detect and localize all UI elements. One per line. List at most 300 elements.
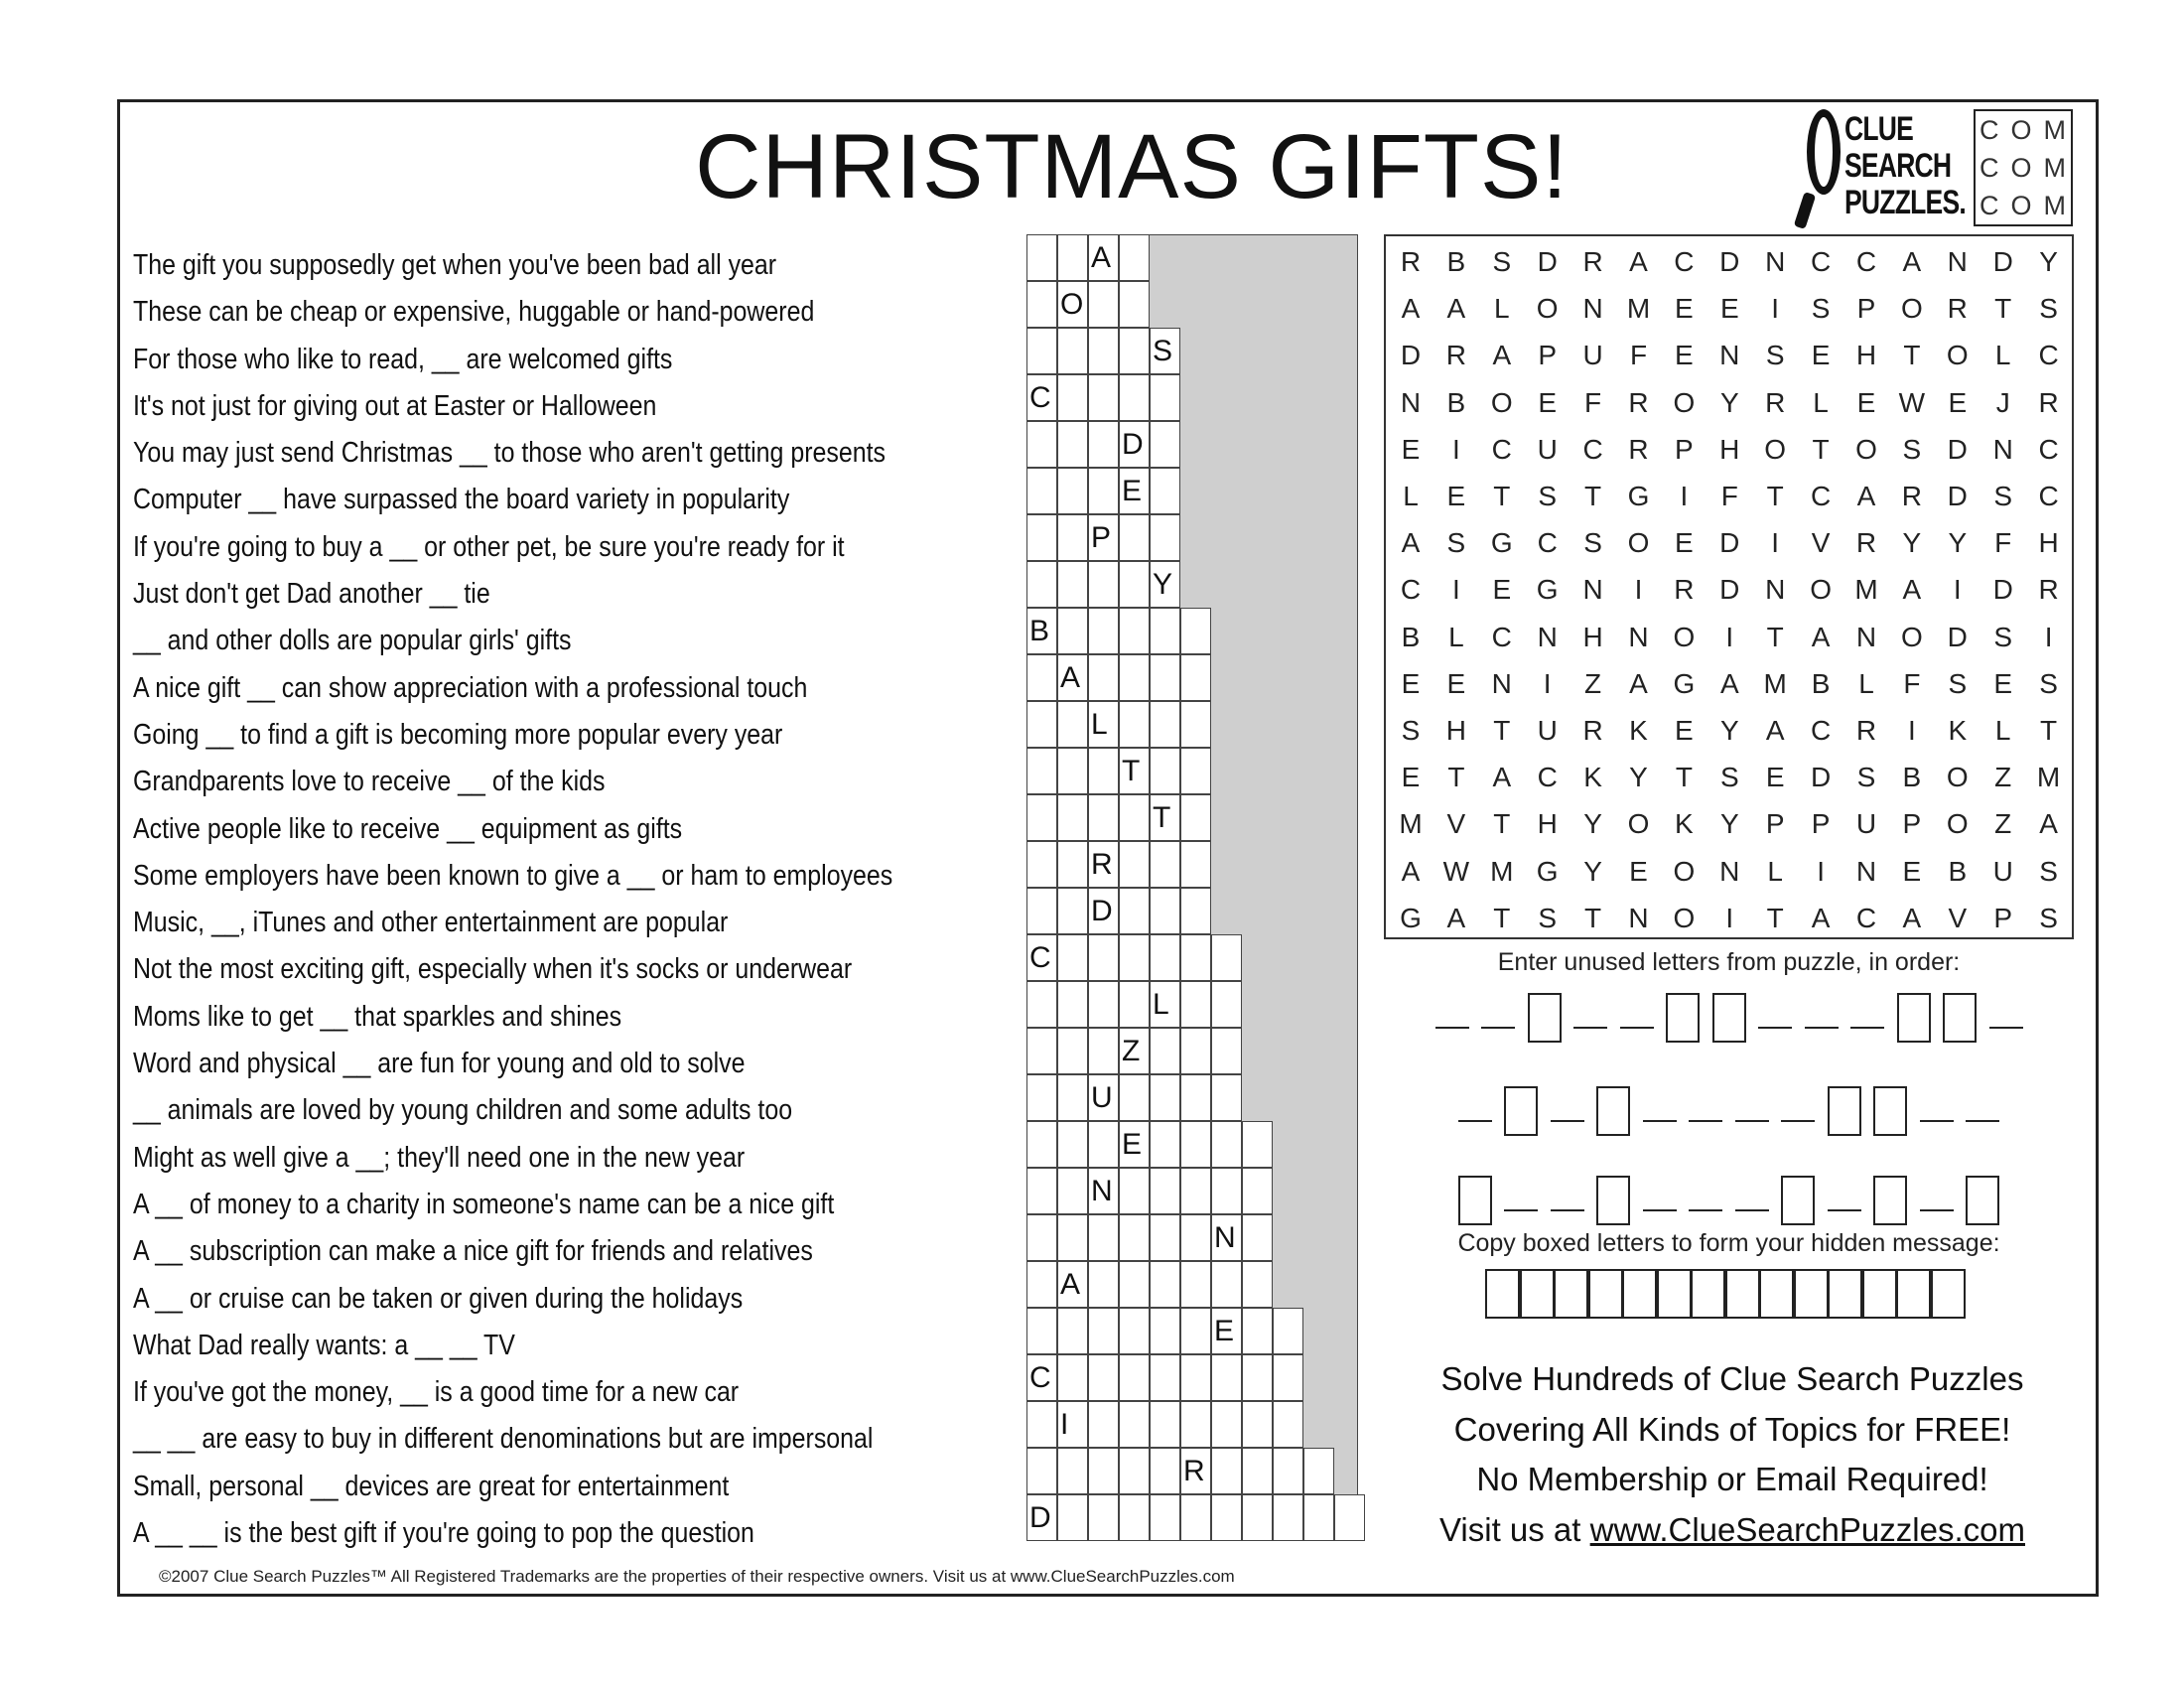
grid-cell[interactable] [1180,1261,1211,1308]
grid-cell[interactable] [1119,654,1150,701]
word-search-letter[interactable]: M [1399,808,1423,840]
grid-cell[interactable] [1242,1354,1273,1401]
grid-cell[interactable] [1242,1168,1273,1214]
word-search-letter[interactable]: T [1766,481,1784,511]
word-search-letter[interactable]: L [1403,481,1419,511]
word-search-letter[interactable]: V [1446,808,1466,840]
word-search-letter[interactable]: F [1903,667,1921,699]
word-search-letter[interactable]: C [1674,246,1695,277]
grid-cell[interactable]: N [1211,1214,1242,1261]
grid-cell[interactable] [1150,1308,1180,1354]
grid-cell[interactable] [1119,1354,1150,1401]
grid-cell[interactable] [1180,1168,1211,1214]
word-search-letter[interactable]: E [1811,340,1831,371]
grid-cell[interactable] [1026,328,1057,374]
word-search-letter[interactable]: G [1673,667,1696,699]
hidden-message-box[interactable] [1657,1269,1692,1319]
word-search-letter[interactable]: C [1537,762,1558,793]
grid-cell[interactable] [1026,654,1057,701]
word-search-letter[interactable]: I [1771,293,1780,325]
word-search-letter[interactable]: U [1537,715,1558,746]
word-search-letter[interactable]: O [1490,386,1513,418]
word-search-letter[interactable]: L [1858,667,1874,699]
word-search-letter[interactable]: F [1994,527,2012,559]
grid-cell[interactable] [1303,1448,1334,1494]
word-search-letter[interactable]: H [1537,808,1558,840]
grid-cell[interactable] [1057,981,1088,1028]
grid-cell[interactable] [1180,1401,1211,1448]
grid-cell[interactable] [1180,1074,1211,1121]
word-search-letter[interactable]: S [1993,621,2013,652]
boxed-letter-blank[interactable] [1873,1176,1907,1225]
word-search-letter[interactable]: R [1947,293,1968,325]
grid-cell[interactable] [1026,1028,1057,1074]
grid-cell[interactable] [1242,1308,1273,1354]
word-search-letter[interactable]: I [1725,621,1734,652]
letter-blank[interactable] [1551,1209,1584,1211]
word-search-letter[interactable]: Y [1948,527,1968,559]
word-search-letter[interactable]: L [1994,715,2011,746]
word-search-letter[interactable]: G [1490,527,1513,559]
word-search-letter[interactable]: Y [1629,762,1648,793]
word-search-letter[interactable]: D [1719,246,1740,277]
word-search-letter[interactable]: E [1675,293,1694,325]
grid-cell[interactable] [1150,1354,1180,1401]
grid-cell[interactable] [1088,374,1119,421]
grid-cell[interactable] [1057,328,1088,374]
boxed-letter-blank[interactable] [1666,993,1700,1043]
word-search-letter[interactable]: B [1446,246,1466,277]
word-search-letter[interactable]: T [1812,433,1830,465]
word-search-letter[interactable]: C [1855,902,1877,933]
grid-cell[interactable] [1057,934,1088,981]
word-search-letter[interactable]: U [1537,433,1558,465]
grid-cell[interactable] [1150,468,1180,514]
word-search-letter[interactable]: P [1675,433,1694,465]
word-search-letter[interactable]: C [2038,340,2059,371]
word-search-letter[interactable]: D [1947,621,1968,652]
letter-blank[interactable] [1689,1120,1722,1122]
word-search-letter[interactable]: Y [2039,246,2058,277]
grid-cell[interactable] [1211,1121,1242,1168]
word-search-letter[interactable]: U [1855,808,1877,840]
grid-cell[interactable] [1180,1028,1211,1074]
letter-blank[interactable] [1504,1209,1538,1211]
grid-cell[interactable] [1057,1028,1088,1074]
grid-cell[interactable] [1273,1494,1303,1541]
word-search-letter[interactable]: E [1675,527,1694,559]
grid-cell[interactable] [1119,794,1150,841]
word-search-letter[interactable]: K [1583,762,1602,793]
word-search-letter[interactable]: A [1401,855,1421,887]
hidden-message-box[interactable] [1931,1269,1966,1319]
word-search-letter[interactable]: L [1494,293,1510,325]
word-search-letter[interactable]: S [1719,762,1739,793]
word-search-letter[interactable]: T [1994,293,2012,325]
letter-blank[interactable] [1481,1027,1515,1029]
letter-blank[interactable] [1920,1209,1954,1211]
grid-cell[interactable] [1119,981,1150,1028]
word-search-letter[interactable]: D [1992,574,2013,606]
word-search-letter[interactable]: Z [1994,762,2012,793]
hidden-message-box[interactable] [1485,1269,1520,1319]
boxed-letter-blank[interactable] [1781,1176,1815,1225]
grid-cell[interactable] [1057,1308,1088,1354]
word-search-letter[interactable]: O [1810,574,1832,606]
word-search-letter[interactable]: S [1902,433,1922,465]
grid-cell[interactable] [1057,234,1088,281]
grid-cell[interactable] [1057,748,1088,794]
grid-cell[interactable] [1026,841,1057,888]
letter-blank[interactable] [1620,1027,1654,1029]
grid-cell[interactable]: R [1088,841,1119,888]
grid-cell[interactable] [1119,1261,1150,1308]
grid-cell[interactable] [1026,1401,1057,1448]
word-search-letter[interactable]: O [1946,340,1969,371]
word-search-letter[interactable]: A [1446,293,1466,325]
word-search-letter[interactable]: L [1813,386,1829,418]
grid-cell[interactable]: Y [1150,561,1180,608]
letter-blank[interactable] [1689,1209,1722,1211]
grid-cell[interactable] [1180,748,1211,794]
word-search-letter[interactable]: S [1948,667,1968,699]
word-search-letter[interactable]: I [1908,715,1916,746]
word-search-letter[interactable]: N [1537,621,1558,652]
grid-cell[interactable]: O [1057,281,1088,328]
word-search-letter[interactable]: O [1673,621,1696,652]
word-search-letter[interactable]: D [1810,762,1832,793]
grid-cell[interactable] [1026,1448,1057,1494]
word-search-letter[interactable]: N [1855,621,1877,652]
word-search-letter[interactable]: E [1401,433,1421,465]
grid-cell[interactable]: D [1088,888,1119,934]
grid-cell[interactable] [1180,888,1211,934]
grid-cell[interactable] [1119,514,1150,561]
letter-blank[interactable] [1850,1027,1884,1029]
word-search-letter[interactable]: P [1765,808,1785,840]
word-search-letter[interactable]: P [1856,293,1876,325]
word-search-letter[interactable]: M [1490,855,1514,887]
grid-cell[interactable] [1211,1168,1242,1214]
grid-cell[interactable] [1026,1308,1057,1354]
grid-cell[interactable] [1026,794,1057,841]
grid-cell[interactable] [1088,608,1119,654]
grid-cell[interactable] [1273,1308,1303,1354]
word-search-letter[interactable]: E [1492,574,1512,606]
word-search-letter[interactable]: B [1948,855,1968,887]
word-search-letter[interactable]: C [1582,433,1603,465]
grid-cell[interactable] [1180,841,1211,888]
grid-cell[interactable] [1150,1168,1180,1214]
word-search-letter[interactable]: K [1675,808,1694,840]
grid-cell[interactable] [1119,1214,1150,1261]
grid-cell[interactable] [1057,888,1088,934]
word-search-letter[interactable]: S [1538,902,1558,933]
word-search-letter[interactable]: N [1719,340,1740,371]
grid-cell[interactable] [1211,1261,1242,1308]
word-search-letter[interactable]: P [1811,808,1831,840]
word-search-letter[interactable]: E [1948,386,1968,418]
word-search-letter[interactable]: R [1765,386,1786,418]
boxed-letter-blank[interactable] [1943,993,1977,1043]
word-search-letter[interactable]: A [1765,715,1785,746]
boxed-letter-blank[interactable] [1528,993,1562,1043]
word-search-letter[interactable]: O [1764,433,1787,465]
word-search-letter[interactable]: R [1901,481,1922,511]
word-search-letter[interactable]: N [1947,246,1968,277]
word-search-letter[interactable]: I [1725,902,1734,933]
grid-cell[interactable] [1119,374,1150,421]
grid-cell[interactable] [1150,1494,1180,1541]
grid-cell[interactable] [1026,561,1057,608]
word-search-letter[interactable]: R [2038,386,2059,418]
word-search-letter[interactable]: E [1401,762,1421,793]
grid-cell[interactable]: T [1150,794,1180,841]
grid-cell[interactable] [1180,1121,1211,1168]
grid-cell[interactable] [1057,794,1088,841]
grid-cell[interactable] [1150,1261,1180,1308]
word-search-letter[interactable]: D [1719,527,1740,559]
word-search-letter[interactable]: E [1446,667,1466,699]
word-search-letter[interactable]: N [1719,855,1740,887]
word-search-letter[interactable]: S [1583,527,1602,559]
grid-cell[interactable]: A [1088,234,1119,281]
grid-cell[interactable] [1088,1401,1119,1448]
grid-cell[interactable] [1180,1214,1211,1261]
grid-cell[interactable] [1119,1074,1150,1121]
word-search-letter[interactable]: W [1898,386,1926,418]
grid-cell[interactable] [1180,654,1211,701]
grid-cell[interactable] [1057,841,1088,888]
word-search-letter[interactable]: S [1401,715,1421,746]
grid-cell[interactable] [1150,514,1180,561]
word-search-letter[interactable]: G [1536,574,1559,606]
grid-cell[interactable] [1088,1308,1119,1354]
grid-cell[interactable]: P [1088,514,1119,561]
grid-cell[interactable] [1057,374,1088,421]
boxed-letter-blank[interactable] [1596,1086,1630,1136]
grid-cell[interactable]: C [1026,934,1057,981]
grid-cell[interactable] [1180,981,1211,1028]
letter-blank[interactable] [1828,1209,1861,1211]
word-search-letter[interactable]: A [1811,902,1831,933]
grid-cell[interactable] [1211,1401,1242,1448]
grid-cell[interactable] [1057,1074,1088,1121]
word-search-letter[interactable]: A [1629,246,1648,277]
word-search-letter[interactable]: I [1634,574,1643,606]
word-search-letter[interactable]: I [1817,855,1825,887]
letter-blank[interactable] [1966,1120,1999,1122]
grid-cell[interactable] [1026,1074,1057,1121]
hidden-message-box[interactable] [1862,1269,1897,1319]
grid-cell[interactable] [1057,1448,1088,1494]
grid-cell[interactable] [1026,1214,1057,1261]
grid-cell[interactable] [1119,1168,1150,1214]
word-search-letter[interactable]: S [2039,667,2058,699]
grid-cell[interactable] [1057,1168,1088,1214]
word-search-letter[interactable]: N [1491,667,1512,699]
word-search-letter[interactable]: N [1765,246,1786,277]
word-search-letter[interactable]: F [1720,481,1738,511]
word-search-letter[interactable]: O [1627,808,1650,840]
word-search-letter[interactable]: D [1719,574,1740,606]
word-search-letter[interactable]: D [1537,246,1558,277]
word-search-letter[interactable]: E [1993,667,2013,699]
word-search-letter[interactable]: T [1493,808,1511,840]
letter-blank[interactable] [1735,1209,1769,1211]
grid-cell[interactable] [1088,654,1119,701]
grid-cell[interactable] [1119,701,1150,748]
grid-cell[interactable] [1057,561,1088,608]
grid-cell[interactable]: E [1119,1121,1150,1168]
grid-cell[interactable]: A [1057,1261,1088,1308]
grid-cell[interactable] [1150,374,1180,421]
word-search-letter[interactable]: M [2036,762,2061,793]
grid-cell[interactable] [1026,1168,1057,1214]
word-search-letter[interactable]: U [1992,855,2013,887]
word-search-letter[interactable]: N [1400,386,1422,418]
word-search-letter[interactable]: H [2038,527,2059,559]
word-search-letter[interactable]: P [1993,902,2013,933]
word-search-letter[interactable]: N [1582,574,1603,606]
grid-cell[interactable]: L [1150,981,1180,1028]
grid-cell[interactable] [1211,1074,1242,1121]
word-search-letter[interactable]: Y [1902,527,1922,559]
word-search-letter[interactable]: R [1855,715,1877,746]
word-search-letter[interactable]: Y [1583,808,1602,840]
word-search-letter[interactable]: E [1401,667,1421,699]
grid-cell[interactable] [1119,328,1150,374]
word-search-letter[interactable]: A [1902,574,1922,606]
word-search-letter[interactable]: B [1902,762,1922,793]
grid-cell[interactable] [1150,421,1180,468]
word-search-letter[interactable]: T [1903,340,1921,371]
word-search-letter[interactable]: L [1448,621,1464,652]
word-search-letter[interactable]: C [1400,574,1422,606]
letter-blank[interactable] [1805,1027,1839,1029]
word-search-letter[interactable]: P [1902,808,1922,840]
word-search-letter[interactable]: O [1627,527,1650,559]
word-search-letter[interactable]: T [2040,715,2058,746]
word-search-letter[interactable]: H [1582,621,1603,652]
letter-blank[interactable] [1573,1027,1607,1029]
grid-cell[interactable]: R [1180,1448,1211,1494]
grid-cell[interactable] [1026,421,1057,468]
word-search-letter[interactable]: A [2039,808,2058,840]
grid-cell[interactable] [1026,1261,1057,1308]
grid-cell[interactable] [1150,934,1180,981]
word-search-letter[interactable]: R [1674,574,1695,606]
hidden-message-box[interactable] [1691,1269,1725,1319]
letter-blank[interactable] [1735,1120,1769,1122]
grid-cell[interactable] [1057,1214,1088,1261]
boxed-letter-blank[interactable] [1966,1176,1999,1225]
grid-cell[interactable] [1211,1448,1242,1494]
word-search-letter[interactable]: U [1582,340,1603,371]
grid-cell[interactable] [1119,1401,1150,1448]
grid-cell[interactable] [1057,514,1088,561]
letter-blank[interactable] [1458,1120,1492,1122]
hidden-message-box[interactable] [1520,1269,1555,1319]
word-search-letter[interactable]: F [1629,340,1648,371]
grid-cell[interactable] [1088,1028,1119,1074]
word-search-letter[interactable]: S [1811,293,1831,325]
grid-cell[interactable] [1242,1401,1273,1448]
grid-cell[interactable] [1088,1261,1119,1308]
word-search-letter[interactable]: Y [1583,855,1602,887]
word-search-letter[interactable]: N [1992,433,2013,465]
hidden-message-box[interactable] [1828,1269,1862,1319]
grid-cell[interactable]: E [1119,468,1150,514]
grid-cell[interactable] [1026,888,1057,934]
boxed-letter-blank[interactable] [1873,1086,1907,1136]
word-search-letter[interactable]: H [1719,433,1740,465]
word-search-letter[interactable]: B [1446,386,1466,418]
grid-cell[interactable] [1150,1074,1180,1121]
word-search-letter[interactable]: S [1856,762,1876,793]
word-search-letter[interactable]: R [1855,527,1877,559]
grid-cell[interactable] [1057,1354,1088,1401]
word-search-letter[interactable]: R [1582,246,1603,277]
grid-cell[interactable] [1273,1354,1303,1401]
grid-cell[interactable]: D [1119,421,1150,468]
grid-cell[interactable] [1088,328,1119,374]
grid-cell[interactable] [1088,281,1119,328]
word-search-letter[interactable]: T [1584,481,1602,511]
word-search-letter[interactable]: D [1947,481,1968,511]
word-search-letter[interactable]: A [1719,667,1739,699]
word-search-letter[interactable]: E [1446,481,1466,511]
grid-cell[interactable]: S [1150,328,1180,374]
word-search-letter[interactable]: S [2039,855,2058,887]
grid-cell[interactable] [1088,561,1119,608]
word-search-letter[interactable]: S [1446,527,1466,559]
word-search-letter[interactable]: H [1445,715,1466,746]
grid-cell[interactable] [1057,421,1088,468]
word-search-letter[interactable]: S [1765,340,1785,371]
grid-cell[interactable] [1150,608,1180,654]
grid-cell[interactable] [1242,1214,1273,1261]
grid-cell[interactable] [1211,1028,1242,1074]
word-search-letter[interactable]: O [1673,855,1696,887]
grid-cell[interactable] [1088,934,1119,981]
grid-cell[interactable] [1119,841,1150,888]
word-search-letter[interactable]: L [1994,340,2011,371]
letter-blank[interactable] [1551,1120,1584,1122]
grid-cell[interactable] [1057,1121,1088,1168]
grid-cell[interactable] [1180,701,1211,748]
boxed-letter-blank[interactable] [1897,993,1931,1043]
grid-cell[interactable] [1026,748,1057,794]
hidden-message-box[interactable] [1896,1269,1931,1319]
grid-cell[interactable] [1211,934,1242,981]
word-search-letter[interactable]: I [2044,621,2053,652]
grid-cell[interactable] [1026,701,1057,748]
word-search-letter[interactable]: P [1538,340,1558,371]
word-search-letter[interactable]: O [1536,293,1559,325]
word-search-letter[interactable]: R [2038,574,2059,606]
boxed-letter-blank[interactable] [1828,1086,1861,1136]
grid-cell[interactable]: N [1088,1168,1119,1214]
hidden-message-box[interactable] [1725,1269,1760,1319]
word-search-letter[interactable]: N [1855,855,1877,887]
boxed-letter-blank[interactable] [1504,1086,1538,1136]
grid-cell[interactable] [1242,1261,1273,1308]
word-search-letter[interactable]: E [1765,762,1785,793]
word-search-letter[interactable]: V [1811,527,1831,559]
grid-cell[interactable] [1180,1308,1211,1354]
word-search-letter[interactable]: A [1856,481,1876,511]
